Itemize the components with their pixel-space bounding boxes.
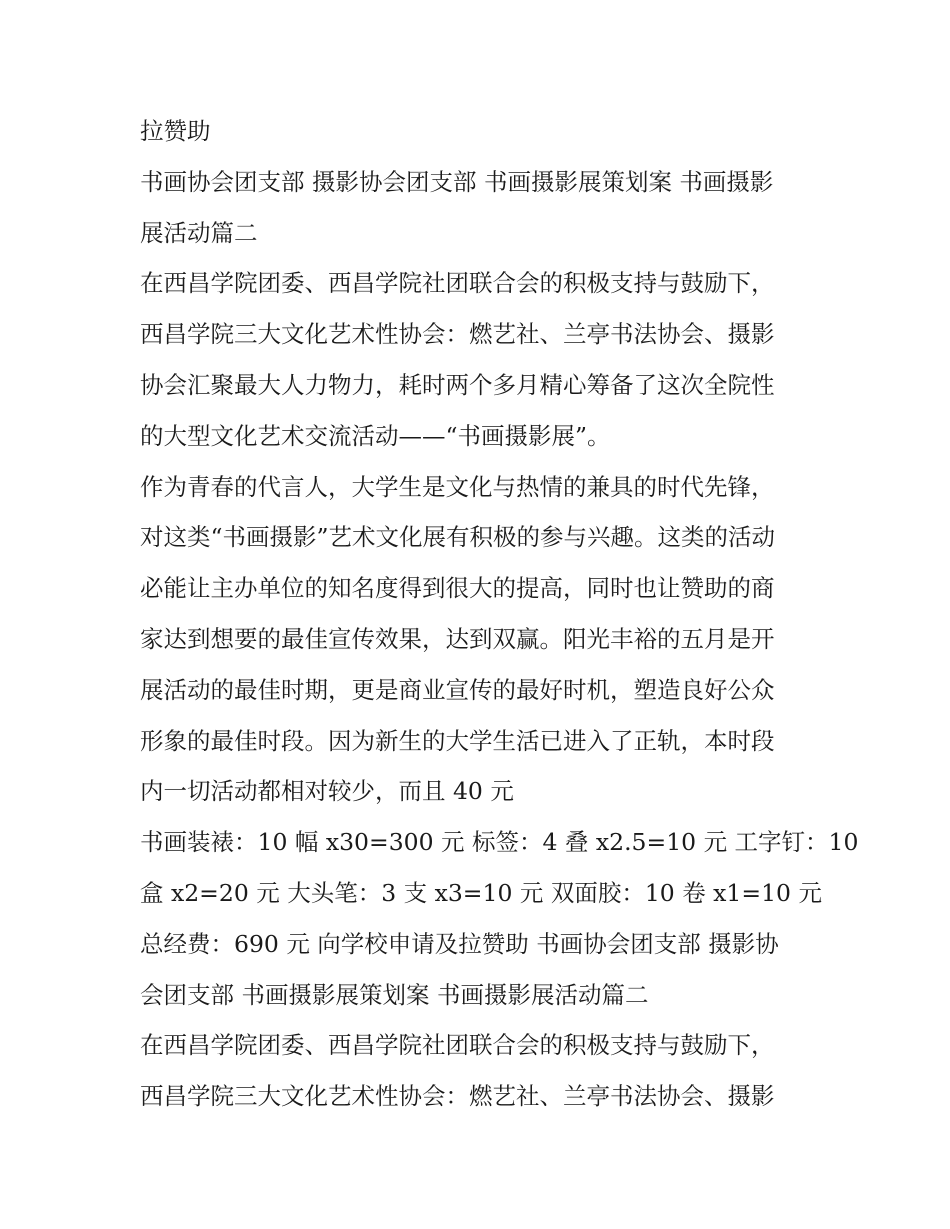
text-line: 对这类“书画摄影”艺术文化展有积极的参与兴趣。这类的活动 — [140, 523, 776, 552]
text-line: 书画装裱：10 幅 x30=300 元 标签：4 叠 x2.5=10 元 工字钉：10 — [140, 828, 859, 857]
text-line: 形象的最佳时段。因为新生的大学生活已进入了正轨，本时段 — [140, 726, 775, 755]
document-body — [140, 106, 859, 1122]
text-line: 书画协会团支部 摄影协会团支部 书画摄影展策划案 书画摄影 — [140, 167, 774, 196]
text-line: 内一切活动都相对较少，而且 40 元 — [140, 777, 514, 806]
text-line: 展活动的最佳时期，更是商业宣传的最好时机，塑造良好公众 — [140, 675, 775, 704]
text-line: 协会汇聚最大人力物力，耗时两个多月精心筹备了这次全院性 — [140, 370, 775, 399]
text-line: 作为青春的代言人，大学生是文化与热情的兼具的时代先锋， — [140, 472, 775, 501]
text-line: 在西昌学院团委、西昌学院社团联合会的积极支持与鼓励下， — [140, 269, 775, 298]
text-line: 拉赞助 — [140, 117, 211, 145]
text-line: 在西昌学院团委、西昌学院社团联合会的积极支持与鼓励下， — [140, 1031, 775, 1060]
text-line: 西昌学院三大文化艺术性协会：燃艺社、兰亭书法协会、摄影 — [140, 1082, 775, 1111]
text-line: 的大型文化艺术交流活动——“书画摄影展”。 — [140, 421, 611, 450]
text-line: 会团支部 书画摄影展策划案 书画摄影展活动篇二 — [140, 980, 649, 1009]
text-line: 必能让主办单位的知名度得到很大的提高，同时也让赞助的商 — [140, 574, 775, 603]
text-line: 盒 x2=20 元 大头笔：3 支 x3=10 元 双面胶：10 卷 x1=10 元 — [140, 878, 822, 907]
text-line: 展活动篇二 — [140, 218, 258, 247]
text-line: 西昌学院三大文化艺术性协会：燃艺社、兰亭书法协会、摄影 — [140, 320, 775, 349]
text-line: 家达到想要的最佳宣传效果，达到双赢。阳光丰裕的五月是开 — [140, 624, 775, 653]
text-line: 总经费：690 元 向学校申请及拉赞助 书画协会团支部 摄影协 — [140, 929, 779, 958]
